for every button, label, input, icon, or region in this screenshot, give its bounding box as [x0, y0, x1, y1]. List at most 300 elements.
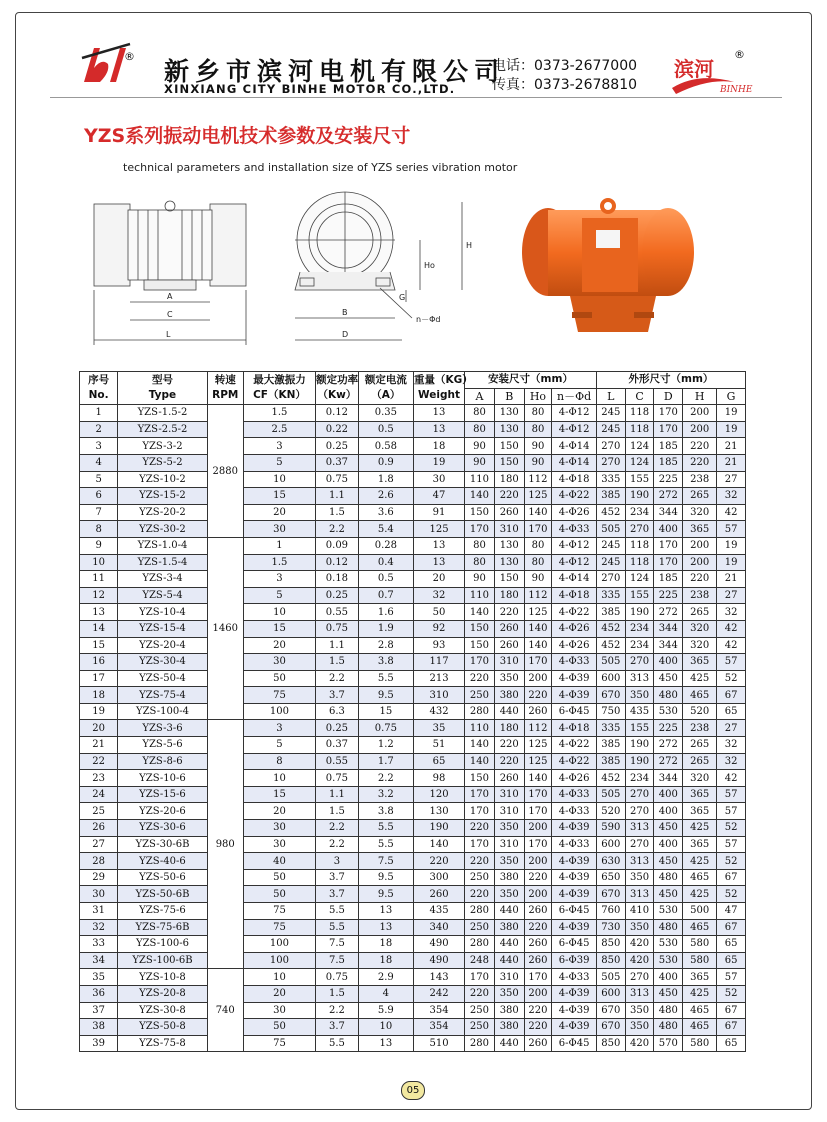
cell-type: YZS-8-6: [118, 753, 207, 770]
cell-Ho: 170: [524, 803, 552, 820]
cell-nd: 4-Φ12: [552, 554, 597, 571]
cell-nd: 4-Φ18: [552, 471, 597, 488]
cell-nd: 4-Φ39: [552, 1002, 597, 1019]
cell-L: 505: [596, 969, 625, 986]
cell-nd: 4-Φ22: [552, 737, 597, 754]
cell-cf: 10: [243, 770, 315, 787]
header-cf: 最大激振力 CF（KN）: [243, 372, 315, 405]
cell-B: 220: [494, 488, 524, 505]
cell-L: 670: [596, 1019, 625, 1036]
cell-Ho: 170: [524, 521, 552, 538]
cell-B: 310: [494, 836, 524, 853]
cell-B: 350: [494, 886, 524, 903]
cell-A: 140: [465, 737, 495, 754]
cell-cf: 100: [243, 936, 315, 953]
cell-D: 450: [654, 853, 683, 870]
table-row: [80, 936, 746, 953]
cell-type: YZS-75-8: [118, 1035, 207, 1052]
cell-D: 530: [654, 952, 683, 969]
cell-weight: 20: [414, 571, 465, 588]
cell-B: 130: [494, 405, 524, 422]
table-row: [80, 803, 746, 820]
cell-D: 480: [654, 1002, 683, 1019]
cell-L: 850: [596, 936, 625, 953]
cell-B: 220: [494, 604, 524, 621]
cell-A: 80: [465, 421, 495, 438]
header-outline-size: 外形尺寸（mm）: [596, 372, 745, 389]
cell-D: 225: [654, 471, 683, 488]
cell-B: 180: [494, 720, 524, 737]
cell-weight: 242: [414, 985, 465, 1002]
cell-power: 1.5: [316, 803, 359, 820]
page-subtitle: technical parameters and installation size of YZS series vibration motor: [123, 161, 518, 174]
cell-power: 1.1: [316, 786, 359, 803]
cell-H: 200: [683, 421, 717, 438]
cell-current: 0.28: [358, 537, 413, 554]
cell-weight: 213: [414, 670, 465, 687]
cell-no: 21: [80, 737, 118, 754]
cell-power: 3.7: [316, 687, 359, 704]
cell-H: 425: [683, 820, 717, 837]
cell-B: 350: [494, 820, 524, 837]
cell-D: 400: [654, 969, 683, 986]
header-L: L: [596, 388, 625, 405]
cell-B: 180: [494, 587, 524, 604]
cell-power: 2.2: [316, 836, 359, 853]
cell-type: YZS-3-4: [118, 571, 207, 588]
cell-nd: 4-Φ33: [552, 969, 597, 986]
cell-D: 185: [654, 454, 683, 471]
cell-type: YZS-5-4: [118, 587, 207, 604]
motor-photo: [508, 190, 708, 350]
cell-G: 52: [717, 670, 746, 687]
cell-power: 0.22: [316, 421, 359, 438]
cell-current: 0.5: [358, 421, 413, 438]
cell-current: 2.8: [358, 637, 413, 654]
cell-cf: 2.5: [243, 421, 315, 438]
cell-L: 245: [596, 537, 625, 554]
cell-A: 80: [465, 405, 495, 422]
cell-C: 190: [625, 753, 654, 770]
cell-A: 80: [465, 554, 495, 571]
table-row: [80, 454, 746, 471]
cell-Ho: 220: [524, 919, 552, 936]
cell-C: 270: [625, 654, 654, 671]
table-row: [80, 587, 746, 604]
cell-C: 118: [625, 421, 654, 438]
cell-cf: 20: [243, 637, 315, 654]
cell-power: 0.25: [316, 587, 359, 604]
cell-no: 20: [80, 720, 118, 737]
cell-H: 425: [683, 670, 717, 687]
cell-power: 0.37: [316, 454, 359, 471]
cell-D: 480: [654, 687, 683, 704]
cell-weight: 51: [414, 737, 465, 754]
cell-weight: 190: [414, 820, 465, 837]
cell-power: 3.7: [316, 886, 359, 903]
cell-power: 0.75: [316, 770, 359, 787]
cell-G: 19: [717, 405, 746, 422]
cell-current: 9.5: [358, 869, 413, 886]
cell-H: 320: [683, 504, 717, 521]
cell-power: 1.1: [316, 488, 359, 505]
cell-G: 32: [717, 737, 746, 754]
cell-H: 500: [683, 903, 717, 920]
cell-power: 5.5: [316, 903, 359, 920]
cell-D: 530: [654, 903, 683, 920]
table-row: [80, 869, 746, 886]
cell-current: 10: [358, 1019, 413, 1036]
cell-Ho: 220: [524, 1019, 552, 1036]
cell-current: 0.35: [358, 405, 413, 422]
cell-current: 0.7: [358, 587, 413, 604]
cell-L: 600: [596, 836, 625, 853]
cell-type: YZS-75-6: [118, 903, 207, 920]
cell-L: 270: [596, 571, 625, 588]
cell-C: 190: [625, 488, 654, 505]
cell-type: YZS-5-6: [118, 737, 207, 754]
cell-current: 13: [358, 903, 413, 920]
cell-nd: 4-Φ14: [552, 438, 597, 455]
company-name-cn: 新乡市滨河电机有限公司: [164, 57, 506, 86]
cell-B: 380: [494, 869, 524, 886]
cell-Ho: 140: [524, 637, 552, 654]
brand-registered-mark: ®: [734, 48, 745, 61]
cell-A: 150: [465, 770, 495, 787]
cell-A: 250: [465, 919, 495, 936]
cell-A: 220: [465, 853, 495, 870]
cell-H: 365: [683, 836, 717, 853]
cell-no: 24: [80, 786, 118, 803]
dim-label-nd: n－Φd: [416, 315, 441, 324]
cell-B: 440: [494, 936, 524, 953]
cell-no: 35: [80, 969, 118, 986]
cell-B: 380: [494, 687, 524, 704]
cell-type: YZS-10-8: [118, 969, 207, 986]
cell-current: 18: [358, 952, 413, 969]
cell-nd: 4-Φ33: [552, 803, 597, 820]
table-row: [80, 537, 746, 554]
cell-type: YZS-15-6: [118, 786, 207, 803]
cell-H: 265: [683, 737, 717, 754]
cell-A: 280: [465, 936, 495, 953]
cell-type: YZS-50-4: [118, 670, 207, 687]
cell-no: 33: [80, 936, 118, 953]
cell-type: YZS-1.5-2: [118, 405, 207, 422]
cell-rpm: 1460: [207, 537, 243, 720]
cell-G: 65: [717, 1035, 746, 1052]
cell-D: 480: [654, 869, 683, 886]
dim-label-Ho: Ho: [424, 261, 435, 270]
cell-G: 32: [717, 753, 746, 770]
cell-D: 450: [654, 820, 683, 837]
cell-cf: 15: [243, 620, 315, 637]
cell-cf: 20: [243, 803, 315, 820]
table-row: [80, 903, 746, 920]
cell-power: 3.7: [316, 1019, 359, 1036]
cell-A: 220: [465, 886, 495, 903]
cell-type: YZS-50-8: [118, 1019, 207, 1036]
cell-cf: 100: [243, 703, 315, 720]
brand-text-en: BINHE: [720, 85, 753, 95]
dim-label-A: A: [167, 292, 173, 301]
cell-C: 234: [625, 770, 654, 787]
cell-L: 270: [596, 454, 625, 471]
cell-G: 21: [717, 454, 746, 471]
cell-type: YZS-1.0-4: [118, 537, 207, 554]
cell-Ho: 80: [524, 421, 552, 438]
cell-no: 28: [80, 853, 118, 870]
cell-D: 400: [654, 521, 683, 538]
cell-power: 2.2: [316, 670, 359, 687]
cell-power: 3: [316, 853, 359, 870]
cell-G: 27: [717, 471, 746, 488]
cell-L: 245: [596, 554, 625, 571]
cell-A: 170: [465, 521, 495, 538]
cell-B: 350: [494, 853, 524, 870]
cell-type: YZS-75-6B: [118, 919, 207, 936]
cell-L: 452: [596, 637, 625, 654]
cell-A: 80: [465, 537, 495, 554]
cell-Ho: 125: [524, 753, 552, 770]
table-row: [80, 488, 746, 505]
cell-Ho: 220: [524, 687, 552, 704]
cell-C: 118: [625, 554, 654, 571]
dim-label-L: L: [166, 330, 171, 339]
cell-type: YZS-30-2: [118, 521, 207, 538]
cell-C: 190: [625, 737, 654, 754]
cell-cf: 15: [243, 488, 315, 505]
cell-power: 2.2: [316, 1002, 359, 1019]
cell-cf: 50: [243, 1019, 315, 1036]
company-logo: [80, 38, 132, 90]
cell-H: 320: [683, 620, 717, 637]
cell-no: 32: [80, 919, 118, 936]
cell-type: YZS-15-4: [118, 620, 207, 637]
cell-power: 0.37: [316, 737, 359, 754]
cell-Ho: 90: [524, 571, 552, 588]
cell-current: 9.5: [358, 687, 413, 704]
cell-no: 12: [80, 587, 118, 604]
cell-type: YZS-100-6B: [118, 952, 207, 969]
cell-nd: 4-Φ26: [552, 637, 597, 654]
cell-L: 505: [596, 654, 625, 671]
cell-C: 124: [625, 454, 654, 471]
cell-no: 19: [80, 703, 118, 720]
cell-cf: 30: [243, 820, 315, 837]
cell-A: 110: [465, 587, 495, 604]
cell-weight: 260: [414, 886, 465, 903]
cell-no: 27: [80, 836, 118, 853]
cell-L: 600: [596, 670, 625, 687]
cell-G: 47: [717, 903, 746, 920]
cell-H: 238: [683, 587, 717, 604]
cell-weight: 340: [414, 919, 465, 936]
cell-power: 0.55: [316, 753, 359, 770]
cell-L: 335: [596, 587, 625, 604]
cell-power: 2.2: [316, 521, 359, 538]
cell-G: 52: [717, 886, 746, 903]
cell-L: 505: [596, 521, 625, 538]
cell-D: 225: [654, 587, 683, 604]
cell-A: 110: [465, 720, 495, 737]
cell-A: 170: [465, 836, 495, 853]
table-row: [80, 604, 746, 621]
cell-weight: 13: [414, 405, 465, 422]
cell-B: 180: [494, 471, 524, 488]
cell-C: 234: [625, 637, 654, 654]
cell-H: 265: [683, 753, 717, 770]
cell-D: 185: [654, 571, 683, 588]
cell-no: 5: [80, 471, 118, 488]
cell-current: 0.75: [358, 720, 413, 737]
cell-L: 385: [596, 604, 625, 621]
cell-Ho: 200: [524, 853, 552, 870]
cell-C: 350: [625, 1019, 654, 1036]
cell-A: 150: [465, 504, 495, 521]
cell-current: 2.2: [358, 770, 413, 787]
cell-H: 365: [683, 803, 717, 820]
cell-nd: 4-Φ12: [552, 537, 597, 554]
cell-no: 8: [80, 521, 118, 538]
cell-current: 1.9: [358, 620, 413, 637]
cell-type: YZS-1.5-4: [118, 554, 207, 571]
cell-cf: 50: [243, 670, 315, 687]
cell-cf: 50: [243, 886, 315, 903]
cell-no: 13: [80, 604, 118, 621]
cell-Ho: 170: [524, 836, 552, 853]
cell-G: 65: [717, 703, 746, 720]
table-row: [80, 438, 746, 455]
cell-Ho: 260: [524, 952, 552, 969]
cell-C: 313: [625, 985, 654, 1002]
cell-nd: 6-Φ45: [552, 1035, 597, 1052]
cell-nd: 4-Φ18: [552, 587, 597, 604]
cell-power: 0.18: [316, 571, 359, 588]
cell-no: 10: [80, 554, 118, 571]
cell-H: 200: [683, 554, 717, 571]
cell-Ho: 80: [524, 537, 552, 554]
cell-C: 420: [625, 952, 654, 969]
cell-type: YZS-75-4: [118, 687, 207, 704]
cell-type: YZS-2.5-2: [118, 421, 207, 438]
cell-no: 11: [80, 571, 118, 588]
cell-D: 272: [654, 753, 683, 770]
cell-cf: 40: [243, 853, 315, 870]
cell-power: 0.75: [316, 471, 359, 488]
cell-power: 1.5: [316, 504, 359, 521]
cell-C: 313: [625, 670, 654, 687]
cell-B: 220: [494, 737, 524, 754]
cell-L: 505: [596, 786, 625, 803]
cell-Ho: 260: [524, 703, 552, 720]
header-no: 序号 No.: [80, 372, 118, 405]
cell-cf: 30: [243, 1002, 315, 1019]
cell-weight: 13: [414, 537, 465, 554]
cell-current: 3.8: [358, 803, 413, 820]
header-A: A: [465, 388, 495, 405]
cell-D: 450: [654, 670, 683, 687]
cell-G: 57: [717, 836, 746, 853]
table-row: [80, 703, 746, 720]
cell-H: 238: [683, 471, 717, 488]
cell-type: YZS-15-2: [118, 488, 207, 505]
cell-C: 350: [625, 919, 654, 936]
cell-D: 170: [654, 537, 683, 554]
cell-A: 280: [465, 903, 495, 920]
cell-G: 42: [717, 620, 746, 637]
cell-cf: 20: [243, 985, 315, 1002]
cell-D: 170: [654, 421, 683, 438]
header-G: G: [717, 388, 746, 405]
cell-C: 270: [625, 521, 654, 538]
cell-power: 0.09: [316, 537, 359, 554]
cell-C: 410: [625, 903, 654, 920]
cell-cf: 50: [243, 869, 315, 886]
cell-L: 452: [596, 504, 625, 521]
cell-cf: 8: [243, 753, 315, 770]
cell-weight: 125: [414, 521, 465, 538]
cell-D: 344: [654, 620, 683, 637]
cell-weight: 93: [414, 637, 465, 654]
cell-B: 150: [494, 454, 524, 471]
cell-B: 260: [494, 637, 524, 654]
cell-A: 150: [465, 620, 495, 637]
cell-G: 57: [717, 654, 746, 671]
cell-type: YZS-30-6: [118, 820, 207, 837]
cell-type: YZS-30-8: [118, 1002, 207, 1019]
cell-power: 7.5: [316, 952, 359, 969]
cell-C: 155: [625, 587, 654, 604]
cell-nd: 4-Φ14: [552, 571, 597, 588]
cell-B: 350: [494, 985, 524, 1002]
cell-current: 1.2: [358, 737, 413, 754]
table-row: [80, 786, 746, 803]
cell-G: 57: [717, 969, 746, 986]
cell-nd: 4-Φ12: [552, 405, 597, 422]
cell-L: 750: [596, 703, 625, 720]
cell-L: 385: [596, 753, 625, 770]
cell-nd: 4-Φ26: [552, 504, 597, 521]
cell-current: 2.6: [358, 488, 413, 505]
cell-current: 0.58: [358, 438, 413, 455]
cell-no: 26: [80, 820, 118, 837]
cell-G: 52: [717, 820, 746, 837]
table-row: [80, 504, 746, 521]
header-power: 额定功率 （Kw）: [316, 372, 359, 405]
cell-L: 245: [596, 421, 625, 438]
cell-C: 350: [625, 869, 654, 886]
cell-nd: 4-Φ26: [552, 620, 597, 637]
cell-cf: 10: [243, 604, 315, 621]
cell-B: 350: [494, 670, 524, 687]
cell-H: 200: [683, 537, 717, 554]
cell-D: 480: [654, 919, 683, 936]
header-C: C: [625, 388, 654, 405]
cell-no: 2: [80, 421, 118, 438]
dim-label-H: H: [466, 241, 473, 250]
cell-H: 425: [683, 985, 717, 1002]
cell-nd: 4-Φ39: [552, 687, 597, 704]
cell-power: 0.75: [316, 969, 359, 986]
cell-C: 435: [625, 703, 654, 720]
cell-weight: 13: [414, 421, 465, 438]
cell-current: 2.9: [358, 969, 413, 986]
cell-cf: 3: [243, 438, 315, 455]
cell-L: 670: [596, 687, 625, 704]
cell-weight: 220: [414, 853, 465, 870]
table-row: [80, 620, 746, 637]
